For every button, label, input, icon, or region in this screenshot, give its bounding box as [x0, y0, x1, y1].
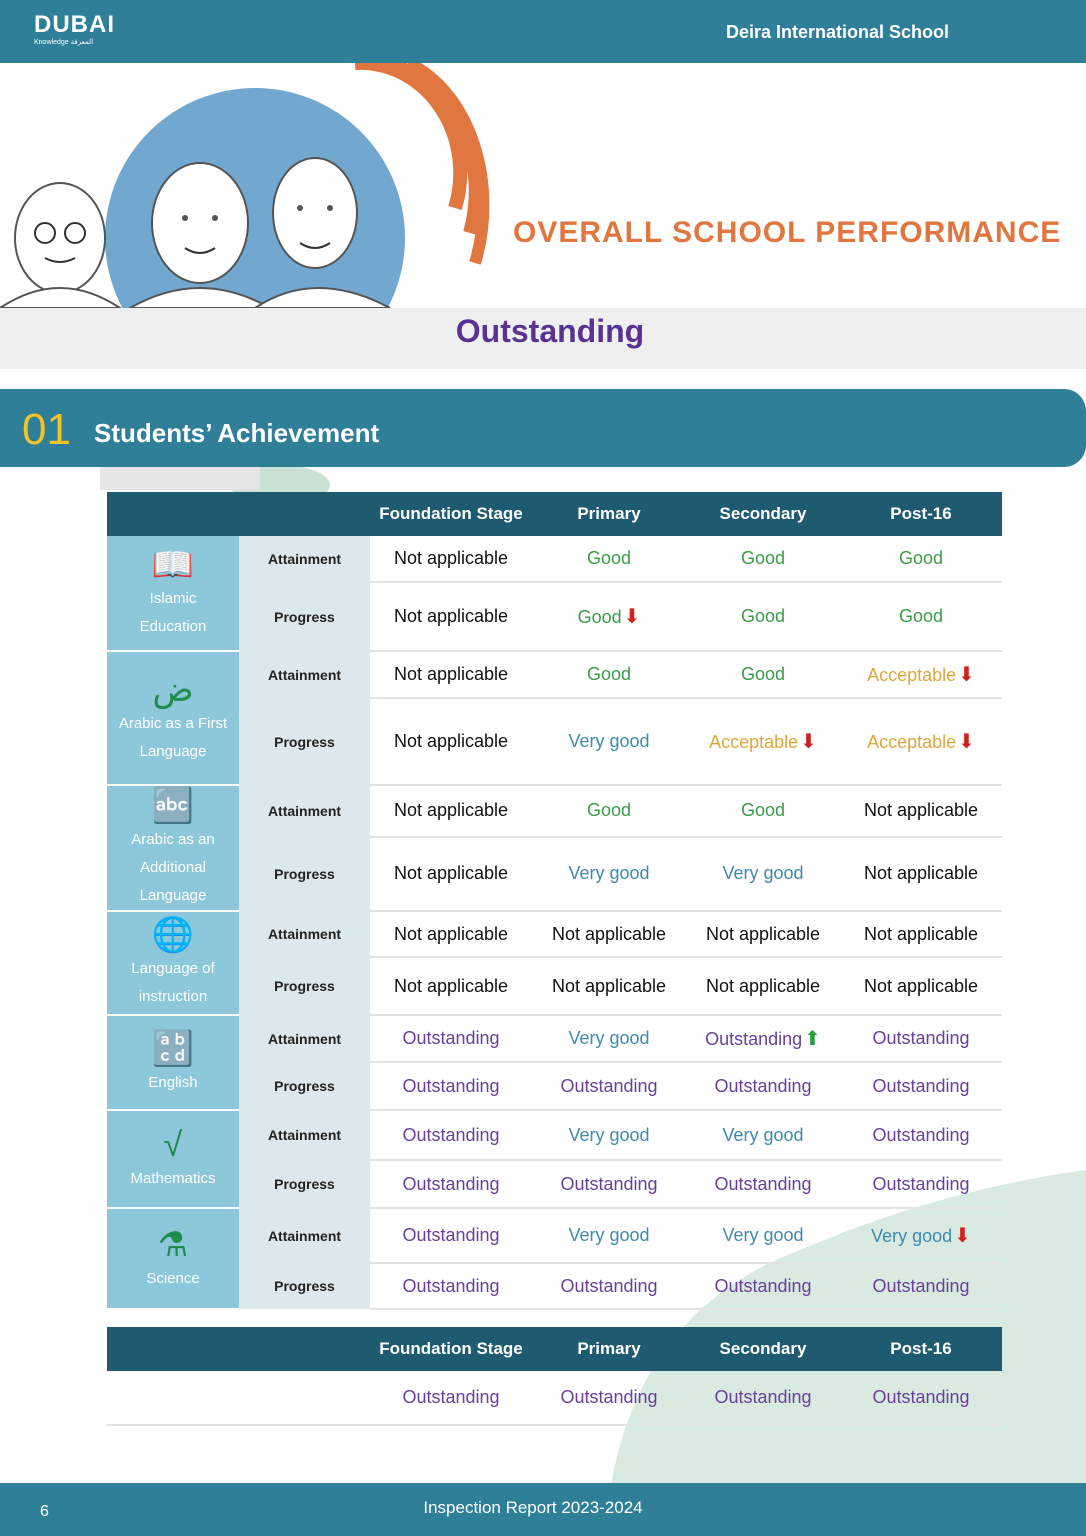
- rating-text: Outstanding: [402, 1173, 500, 1194]
- rating-cell: [370, 582, 532, 651]
- trend-down-icon: ⬇: [800, 731, 817, 753]
- rating-cell: [532, 582, 686, 651]
- rating-cell: [370, 1160, 532, 1208]
- page-number: 6: [40, 1503, 49, 1520]
- table-row: [107, 651, 1002, 698]
- rating-text: Outstanding: [402, 1075, 500, 1096]
- subject-cell: [107, 911, 239, 1015]
- metric-label: Progress: [239, 1062, 370, 1110]
- subject-cell: [107, 536, 239, 651]
- table-row: [107, 785, 1002, 837]
- table-header-row: [107, 1327, 1002, 1371]
- rating-text: Very good: [722, 1225, 804, 1245]
- rating-cell: [686, 785, 840, 837]
- column-header: Post-16: [840, 492, 1002, 536]
- rating-cell: [532, 698, 686, 785]
- rating-text: Good: [740, 664, 786, 684]
- metric-label: Progress: [239, 837, 370, 911]
- rating-cell: [370, 1263, 532, 1309]
- rating-text: Very good: [568, 863, 650, 884]
- column-header: Primary: [532, 492, 686, 536]
- rating-text: Outstanding: [872, 1028, 970, 1048]
- table-row: [107, 1015, 1002, 1062]
- abc-board-icon: 🔡: [151, 1029, 195, 1068]
- rating-text: Not applicable: [393, 606, 509, 626]
- subject-cell: [107, 785, 239, 911]
- table-header-row: [107, 492, 1002, 536]
- rating-cell: Outstanding: [686, 1371, 840, 1425]
- report-title: Inspection Report 2023-2024: [423, 1498, 643, 1517]
- rating-text: Outstanding: [872, 1124, 970, 1145]
- rating-text: Outstanding: [560, 1275, 658, 1296]
- column-header: Secondary: [686, 1327, 840, 1371]
- table-row: [107, 957, 1002, 1015]
- metric-label: Attainment: [239, 1208, 370, 1263]
- header-blank: [107, 492, 239, 536]
- rating-cell: [686, 957, 840, 1015]
- rating-cell: [840, 536, 1002, 582]
- subject-name: Arabic as an Additional Language: [131, 831, 215, 904]
- rating-text: Very good: [871, 1226, 953, 1246]
- rating-text: Outstanding: [402, 1028, 500, 1048]
- rating-text: Not applicable: [393, 975, 509, 996]
- metric-label: Attainment: [239, 785, 370, 837]
- rating-cell: [532, 837, 686, 911]
- rating-cell: [840, 651, 1002, 698]
- rating-cell: [686, 1263, 840, 1309]
- rating-text: Not applicable: [393, 923, 509, 944]
- rating-text: Acceptable: [867, 732, 957, 752]
- rating-text: Not applicable: [551, 923, 667, 944]
- rating-text: Outstanding: [872, 1275, 970, 1296]
- rating-cell: [370, 536, 532, 582]
- rating-text: Good: [586, 664, 632, 684]
- rating-cell: [686, 911, 840, 957]
- rating-cell: [840, 785, 1002, 837]
- trend-down-icon: ⬇: [954, 1225, 971, 1247]
- rating-text: Not applicable: [393, 800, 509, 821]
- rating-cell: [370, 1062, 532, 1110]
- rating-text: Not applicable: [863, 923, 979, 944]
- table-row: [107, 1208, 1002, 1263]
- math-icon: √: [163, 1126, 183, 1164]
- rating-text: Outstanding: [402, 1225, 500, 1245]
- logo-subtitle: Knowledge المعرفة: [34, 39, 94, 46]
- rating-cell: [840, 698, 1002, 785]
- rating-cell: [840, 911, 1002, 957]
- table-row: [107, 698, 1002, 785]
- rating-text: Not applicable: [393, 548, 509, 568]
- rating-cell: [370, 698, 532, 785]
- learning-skills-label: Learning skills: [107, 1371, 370, 1425]
- table-row: [107, 1062, 1002, 1110]
- top-bar: [0, 0, 1086, 63]
- rating-text: Very good: [568, 1028, 650, 1048]
- rating-text: Outstanding: [402, 1275, 500, 1296]
- rating-text: Outstanding: [705, 1029, 803, 1049]
- trend-up-icon: ⬆: [804, 1028, 821, 1050]
- rating-text: Good: [740, 606, 786, 626]
- rating-cell: Outstanding: [840, 1371, 1002, 1425]
- logo-wordmark: DUBAI: [34, 11, 115, 38]
- rating-text: Good: [740, 548, 786, 568]
- learning-skills-row: [107, 1371, 1002, 1425]
- rating-cell: [532, 651, 686, 698]
- rating-cell: [840, 1015, 1002, 1062]
- rating-text: Outstanding: [872, 1173, 970, 1194]
- rating-text: Good: [586, 548, 632, 568]
- rating-text: Not applicable: [863, 975, 979, 996]
- metric-label: Attainment: [239, 536, 370, 582]
- rating-cell: [532, 785, 686, 837]
- rating-cell: [840, 1062, 1002, 1110]
- table-row: [107, 911, 1002, 957]
- rating-text: Not applicable: [551, 975, 667, 996]
- table-row: [107, 837, 1002, 911]
- rating-text: Not applicable: [393, 863, 509, 884]
- column-header: Foundation Stage: [370, 492, 532, 536]
- rating-cell: [686, 1062, 840, 1110]
- metric-label: Attainment: [239, 651, 370, 698]
- metric-label: Attainment: [239, 1110, 370, 1160]
- rating-cell: [370, 651, 532, 698]
- subject-cell: [107, 1208, 239, 1309]
- trend-down-icon: ⬇: [958, 731, 975, 753]
- trend-down-icon: ⬇: [958, 664, 975, 686]
- rating-text: Outstanding: [714, 1275, 812, 1296]
- subject-cell: [107, 1015, 239, 1110]
- rating-cell: [370, 1110, 532, 1160]
- header-blank: [239, 492, 370, 536]
- rating-cell: [370, 1015, 532, 1062]
- metric-label: Progress: [239, 582, 370, 651]
- rating-text: Very good: [568, 1124, 650, 1145]
- rating-cell: [840, 582, 1002, 651]
- rating-cell: [370, 957, 532, 1015]
- rating-cell: [370, 785, 532, 837]
- metric-label: Attainment: [239, 1015, 370, 1062]
- rating-cell: [840, 957, 1002, 1015]
- rating-text: Outstanding: [402, 1124, 500, 1145]
- rating-cell: [532, 911, 686, 957]
- rating-cell: [686, 1110, 840, 1160]
- rating-cell: [686, 536, 840, 582]
- learning-skills-table: [107, 1327, 1002, 1426]
- table-row: [107, 582, 1002, 651]
- subject-name: Language of instruction: [131, 960, 215, 1005]
- rating-cell: Outstanding: [370, 1371, 532, 1425]
- rating-text: Very good: [568, 1225, 650, 1245]
- subject-name: Arabic as a First Language: [118, 715, 228, 760]
- column-header: Post-16: [840, 1327, 1002, 1371]
- rating-text: Not applicable: [705, 923, 821, 944]
- table-row: [107, 536, 1002, 582]
- subject-name: English: [148, 1073, 198, 1091]
- rating-cell: [532, 1208, 686, 1263]
- rating-cell: [532, 1263, 686, 1309]
- subject-cell: [107, 651, 239, 785]
- arabic-letter-icon: ض: [152, 671, 194, 709]
- rating-cell: [532, 1015, 686, 1062]
- rating-cell: [686, 837, 840, 911]
- rating-cell: Outstanding: [532, 1371, 686, 1425]
- metric-label: Progress: [239, 1263, 370, 1309]
- rating-text: Not applicable: [863, 863, 979, 884]
- rating-text: Good: [577, 607, 622, 627]
- rating-text: Good: [898, 606, 944, 626]
- rating-text: Very good: [722, 1124, 804, 1145]
- rating-text: Not applicable: [863, 800, 979, 821]
- rating-cell: [370, 911, 532, 957]
- book-icon: 📖: [151, 546, 195, 584]
- rating-cell: [532, 957, 686, 1015]
- overall-rating: Outstanding: [455, 313, 645, 349]
- subject-name: Science: [146, 1269, 200, 1287]
- rating-text: Not applicable: [705, 975, 821, 996]
- flask-icon: ⚗: [157, 1225, 189, 1264]
- rating-cell: [370, 837, 532, 911]
- rating-text: Acceptable: [867, 665, 957, 685]
- subject-cell: [107, 1110, 239, 1208]
- rating-cell: [840, 1263, 1002, 1309]
- rating-cell: [370, 1208, 532, 1263]
- subject-name: Mathematics: [130, 1170, 216, 1187]
- table-row: [107, 1160, 1002, 1208]
- table-row: [107, 1263, 1002, 1309]
- rating-text: Outstanding: [714, 1075, 812, 1096]
- rating-cell: [532, 1160, 686, 1208]
- language-icon: 🌐: [151, 916, 195, 954]
- rating-cell: [840, 1208, 1002, 1263]
- translate-icon: 🔤: [151, 787, 195, 825]
- rating-cell: [686, 698, 840, 785]
- metric-label: Progress: [239, 1160, 370, 1208]
- rating-text: Very good: [722, 863, 804, 884]
- rating-cell: [840, 837, 1002, 911]
- footer-bar: [0, 1483, 1086, 1536]
- rating-text: Outstanding: [560, 1173, 658, 1194]
- metric-label: Progress: [239, 698, 370, 785]
- rating-cell: [686, 651, 840, 698]
- column-header: Foundation Stage: [370, 1327, 532, 1371]
- page-title: OVERALL SCHOOL PERFORMANCE: [513, 216, 1062, 249]
- header-blank: [107, 1327, 370, 1371]
- achievement-table: [107, 492, 1002, 1310]
- metric-label: Attainment: [239, 911, 370, 957]
- column-header: Primary: [532, 1327, 686, 1371]
- rating-cell: [686, 1208, 840, 1263]
- school-name: Deira International School: [725, 22, 949, 42]
- rating-cell: [532, 536, 686, 582]
- subject-name: Islamic Education: [139, 590, 207, 635]
- rating-cell: [686, 1015, 840, 1062]
- dubai-logo: [34, 12, 115, 47]
- rating-text: Acceptable: [709, 732, 799, 752]
- rating-text: Very good: [568, 731, 650, 751]
- metric-label: Progress: [239, 957, 370, 1015]
- rating-cell: [840, 1160, 1002, 1208]
- trend-down-icon: ⬇: [623, 606, 641, 628]
- rating-text: Not applicable: [393, 731, 509, 751]
- column-header: Secondary: [686, 492, 840, 536]
- rating-cell: [686, 1160, 840, 1208]
- rating-cell: [532, 1110, 686, 1160]
- rating-text: Outstanding: [872, 1075, 970, 1096]
- rating-cell: [686, 582, 840, 651]
- rating-text: Good: [586, 800, 632, 821]
- rating-cell: [532, 1062, 686, 1110]
- section-title: Students’ Achievement: [94, 418, 380, 448]
- rating-text: Good: [740, 800, 786, 821]
- rating-cell: [840, 1110, 1002, 1160]
- table-row: [107, 1110, 1002, 1160]
- rating-text: Not applicable: [393, 664, 509, 684]
- rating-text: Good: [898, 548, 944, 568]
- rating-text: Outstanding: [714, 1173, 812, 1194]
- rating-text: Outstanding: [560, 1075, 658, 1096]
- section-number: 01: [22, 405, 71, 454]
